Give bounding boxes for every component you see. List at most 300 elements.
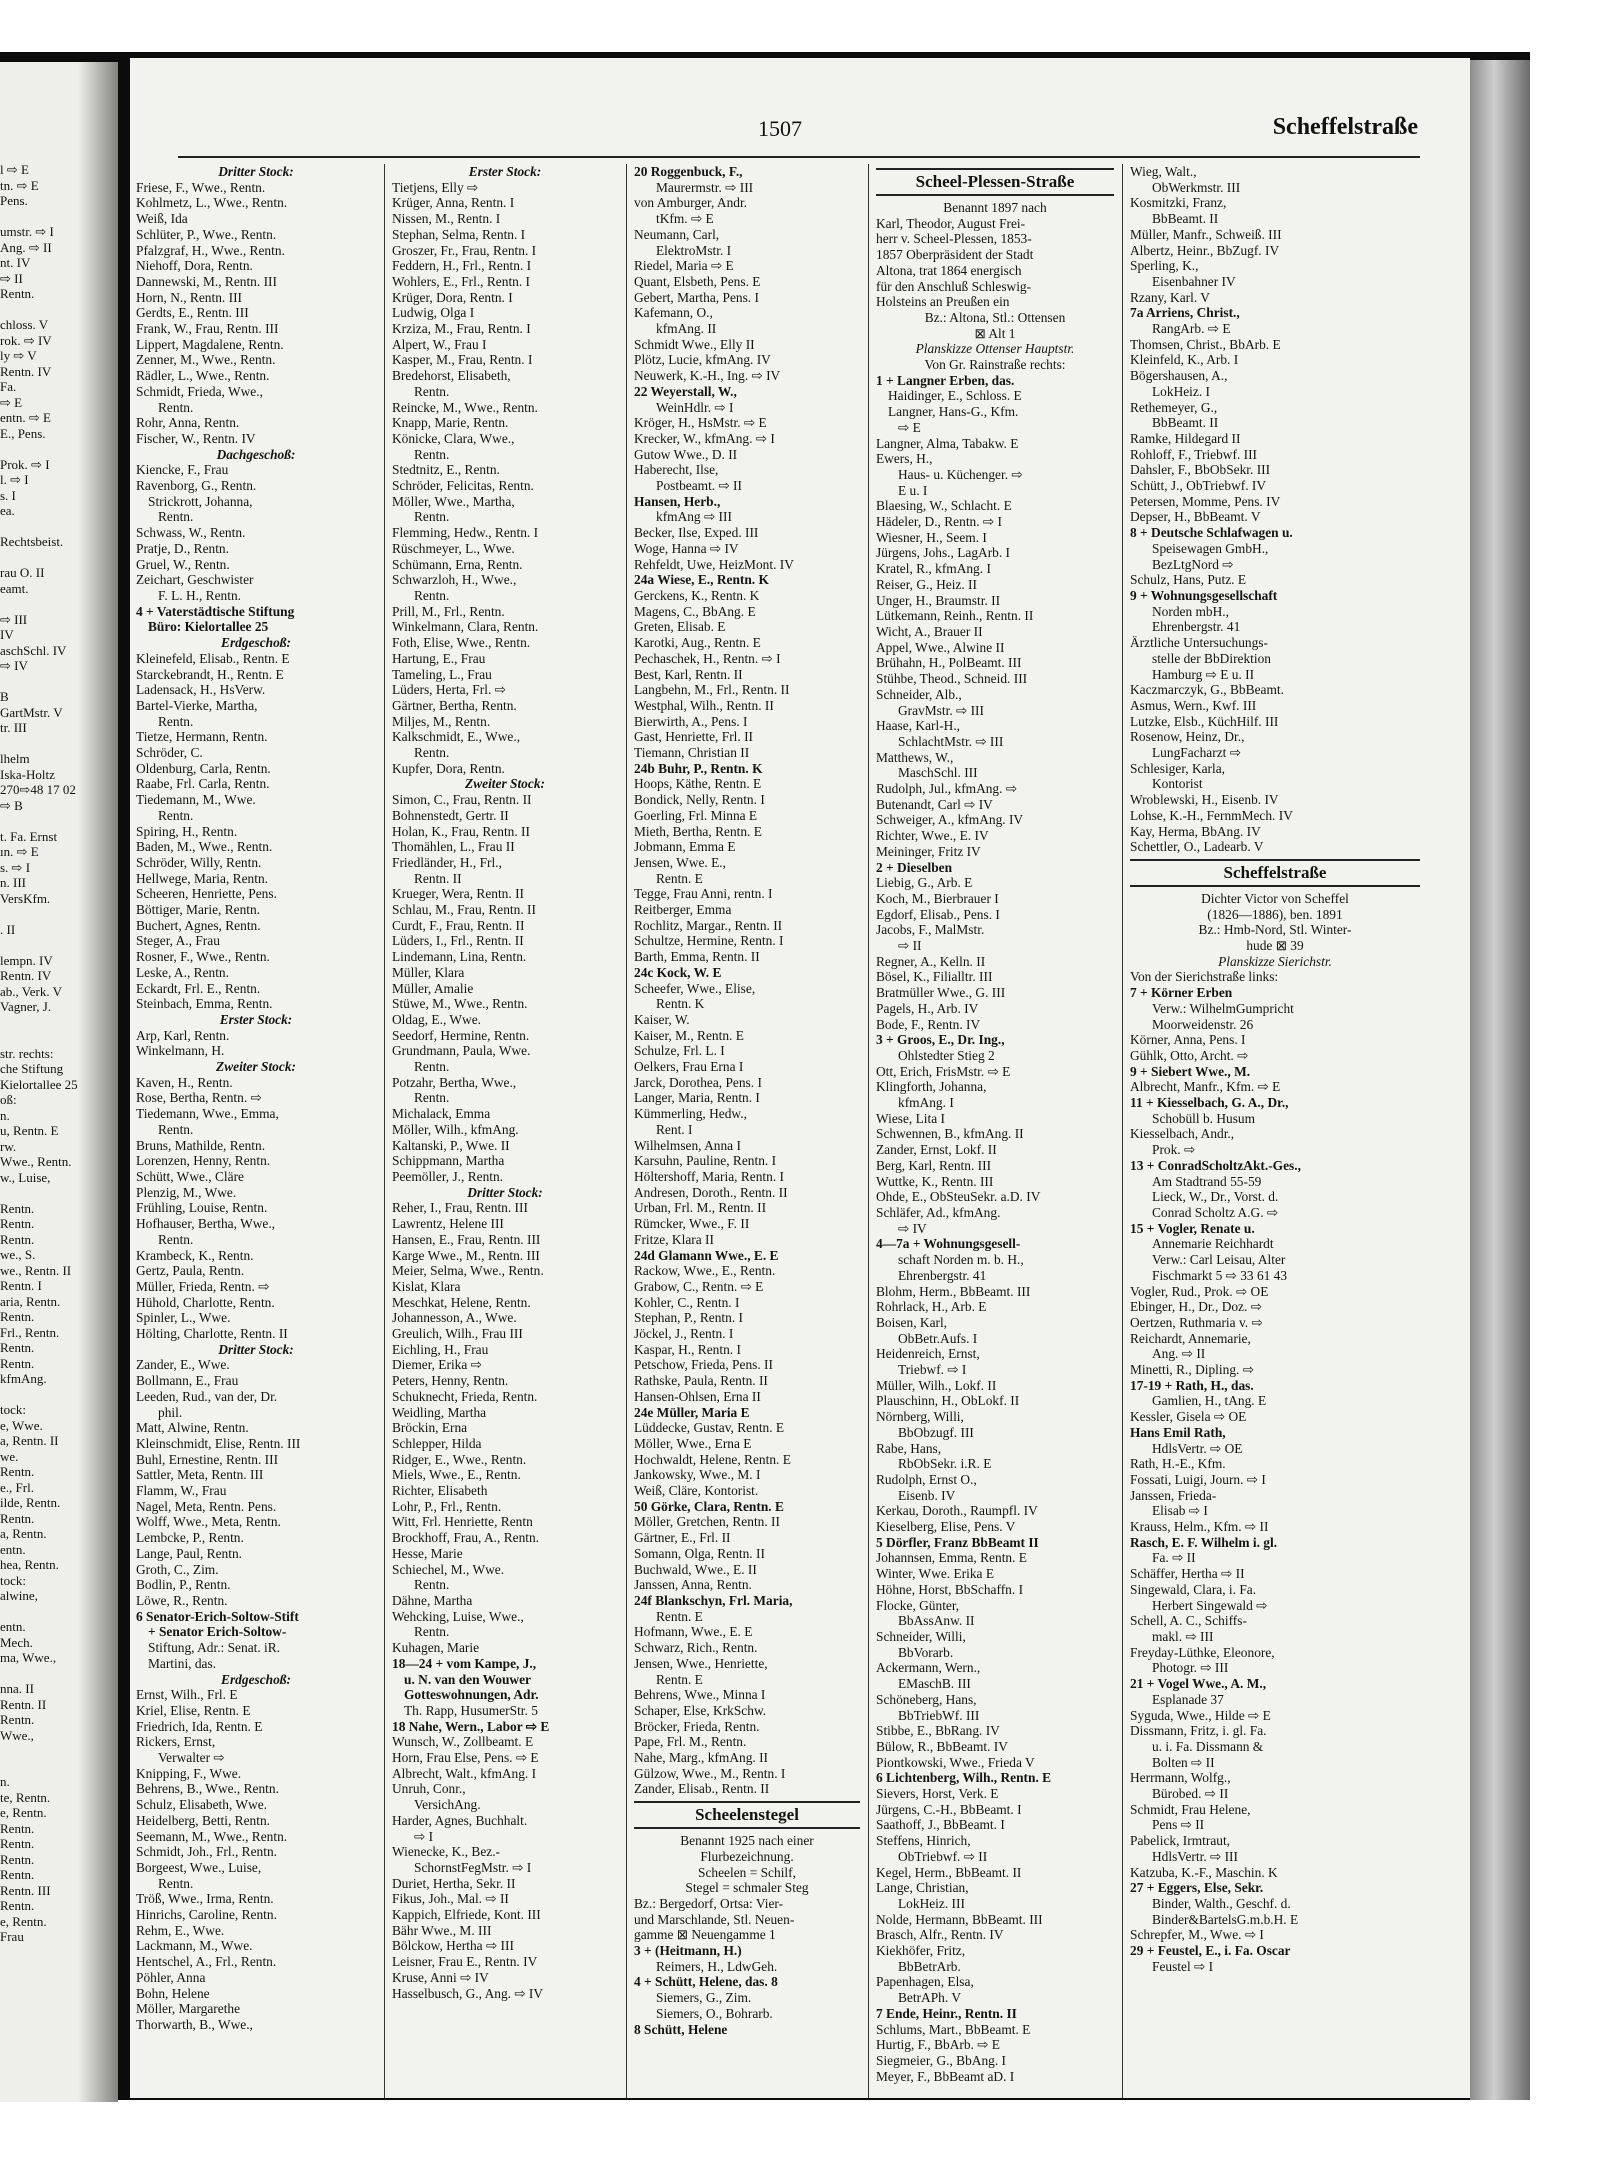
directory-entry: Lüders, I., Frl., Rentn. II: [392, 933, 524, 949]
directory-entry: Gerckens, K., Rentn. K: [634, 587, 760, 603]
directory-entry: Schobüll b. Husum: [1152, 1110, 1256, 1126]
directory-entry: Groszer, Fr., Frau, Rentn. I: [392, 242, 537, 258]
directory-entry: Rümcker, Wwe., F. II: [634, 1216, 750, 1232]
directory-entry: Holan, K., Frau, Rentn. II: [392, 823, 530, 839]
directory-entry: Binder&BartelsG.m.b.H. E: [1152, 1911, 1299, 1927]
directory-entry: Singewald, Clara, i. Fa.: [1130, 1581, 1257, 1597]
directory-entry: Dissmann, Fritz, i. gl. Fa.: [1130, 1723, 1267, 1739]
directory-entry: Koch, M., Bierbrauer I: [876, 890, 999, 906]
directory-entry: Buhl, Ernestine, Rentn. III: [136, 1451, 279, 1467]
directory-entry: Plenzig, M., Wwe.: [136, 1184, 237, 1200]
directory-entry: Gärtner, Bertha, Rentn.: [392, 697, 517, 713]
directory-entry: BbTriebWf. III: [898, 1707, 980, 1723]
directory-entry: Rose, Bertha, Rentn. ⇨: [136, 1090, 262, 1106]
directory-entry: Ladensack, H., HsVerw.: [136, 682, 266, 698]
page-edge-stack: [1470, 60, 1530, 2100]
directory-entry: Ackermann, Wern.,: [876, 1660, 981, 1676]
left-page-fragment: e, Rentn.: [0, 1913, 47, 1929]
directory-entry: Rasch, E. F. Wilhelm i. gl.: [1130, 1534, 1278, 1550]
directory-entry: Wuttke, K., Rentn. III: [876, 1173, 994, 1189]
left-page-fragment: ın. ⇨ E: [0, 844, 39, 859]
left-page-fragment: tock:: [0, 1572, 26, 1588]
left-page-edge: [0, 62, 118, 2102]
left-page-fragment: hea, Rentn.: [0, 1557, 59, 1572]
left-page-fragment: [0, 1030, 90, 1046]
directory-entry: Ehrenbergstr. 41: [1152, 619, 1241, 635]
directory-entry: 3 + (Heitmann, H.): [634, 1943, 742, 1959]
directory-entry: Bürobed. ⇨ II: [1152, 1786, 1229, 1802]
directory-entry: Kay, Herma, BbAng. IV: [1130, 823, 1261, 839]
floor-heading: Zweiter Stock:: [465, 776, 545, 792]
directory-entry: Pratje, D., Rentn.: [136, 540, 229, 556]
floor-heading: Erdgeschoß:: [221, 635, 291, 651]
directory-entry: ObWerkmstr. III: [1152, 179, 1241, 195]
directory-entry: Janssen, Anna, Rentn.: [634, 1577, 752, 1593]
left-page-fragment: Ang. ⇨ II: [0, 239, 52, 255]
directory-entry: Pfalzgraf, H., Wwe., Rentn.: [136, 242, 285, 258]
left-page-fragment: we.: [0, 1448, 19, 1464]
directory-entry: Albrecht, Walt., kfmAng. I: [392, 1765, 537, 1781]
directory-entry: Friedrich, Ida, Rentn. E: [136, 1718, 263, 1734]
directory-entry: 8 Schütt, Helene: [634, 2021, 728, 2037]
directory-entry: LokHeiz. I: [1152, 383, 1211, 399]
directory-entry: Rentn.: [414, 1059, 450, 1075]
directory-entry: Rohrlack, H., Arb. E: [876, 1299, 987, 1315]
directory-entry: SchlachtMstr. ⇨ III: [898, 733, 1004, 749]
directory-entry: Schütt, J., ObTriebwf. IV: [1130, 478, 1267, 494]
directory-entry: Schulz, Elisabeth, Wwe.: [136, 1797, 268, 1813]
column-divider: [1122, 164, 1123, 2098]
left-page-fragment: ilde, Rentn.: [0, 1495, 61, 1510]
directory-entry: Bz.: Hmb-Nord, Stl. Winter-: [1198, 922, 1352, 938]
left-page-fragment: tock:: [0, 1402, 26, 1417]
directory-entry: Lackmann, M., Wwe.: [136, 1938, 253, 1954]
directory-entry: Langner, Alma, Tabakw. E: [876, 435, 1019, 451]
directory-entry: Am Stadtrand 55-59: [1152, 1173, 1262, 1189]
floor-heading: Erdgeschoß:: [221, 1671, 291, 1687]
directory-entry: Langbehn, M., Frl., Rentn. II: [634, 682, 790, 698]
directory-entry: Herbert Singewald ⇨: [1152, 1597, 1268, 1613]
directory-entry: BbObzugf. III: [898, 1424, 974, 1440]
directory-entry: Rentn.: [414, 1577, 450, 1593]
directory-entry: Richter, Wwe., E. IV: [876, 828, 989, 844]
directory-entry: Jobmann, Emma E: [634, 839, 736, 855]
left-page-fragment: ⇨ IV: [0, 658, 28, 673]
left-page-fragment: entn.: [0, 1619, 26, 1634]
directory-entry: Krambeck, K., Rentn.: [136, 1247, 254, 1263]
directory-entry: Gühlk, Otto, Archt. ⇨: [1130, 1047, 1249, 1063]
directory-entry: Westphal, Wilh., Rentn. II: [634, 697, 774, 713]
directory-entry: Weiß, Ida: [136, 211, 188, 227]
directory-entry: Steffens, Hinrich,: [876, 1833, 971, 1849]
directory-entry: Schmidt, Frieda, Wwe.,: [136, 383, 263, 399]
directory-entry: Rentn.: [158, 509, 194, 525]
left-page-fragment: t. Fa. Ernst: [0, 828, 58, 844]
directory-entry: 11 + Kiesselbach, G. A., Dr.,: [1130, 1095, 1289, 1111]
directory-entry: Saathoff, J., BbBeamt. I: [876, 1817, 1005, 1833]
directory-entry: Freyday-Lüthke, Eleonore,: [1130, 1644, 1275, 1660]
directory-entry: Appel, Wwe., Alwine II: [876, 639, 1005, 655]
directory-entry: Feddern, H., Frl., Rentn. I: [392, 258, 532, 274]
directory-entry: Minetti, R., Dipling. ⇨: [1130, 1362, 1254, 1378]
directory-entry: BbAssAnw. II: [898, 1613, 975, 1629]
directory-entry: kfmAng. II: [656, 321, 717, 337]
left-page-fragment: Rentn.: [0, 1216, 35, 1231]
directory-entry: SchornstFegMstr. ⇨ I: [414, 1859, 532, 1875]
column-2: [392, 164, 618, 2001]
directory-entry: Bredehorst, Elisabeth,: [392, 368, 511, 384]
left-page-fragment: we., Rentn. II: [0, 1262, 72, 1278]
directory-entry: 29 + Feustel, E., i. Fa. Oscar: [1130, 1943, 1291, 1959]
directory-entry: Rentn. K: [656, 996, 705, 1012]
directory-entry: Depser, H., BbBeamt. V: [1130, 509, 1261, 525]
directory-entry: Rudolph, Ernst O.,: [876, 1471, 977, 1487]
directory-entry: Möller, Wwe., Martha,: [392, 493, 515, 509]
left-page-fragment: [0, 736, 90, 752]
directory-entry: Hoops, Käthe, Rentn. E: [634, 776, 762, 792]
directory-entry: Lindemann, Lina, Rentn.: [392, 949, 527, 965]
directory-entry: Gotteswohnungen, Adr.: [404, 1687, 539, 1703]
directory-entry: + Senator Erich-Soltow-: [148, 1624, 287, 1640]
directory-entry: Plötz, Lucie, kfmAng. IV: [634, 352, 771, 368]
directory-entry: Heidelberg, Betti, Rentn.: [136, 1812, 271, 1828]
directory-entry: Baden, M., Wwe., Rentn.: [136, 839, 273, 855]
directory-entry: Wohlers, E., Frl., Rentn. I: [392, 273, 531, 289]
directory-entry: Schippmann, Martha: [392, 1153, 505, 1169]
directory-entry: Rentn. E: [656, 870, 703, 886]
directory-entry: u. i. Fa. Dissmann &: [1152, 1738, 1264, 1754]
directory-entry: Starckebrandt, H., Rentn. E: [136, 666, 284, 682]
directory-entry: Wieg, Walt.,: [1130, 164, 1197, 179]
directory-entry: RbObSekr. i.R. E: [898, 1456, 992, 1472]
directory-entry: Brockhoff, Frau, A., Rentn.: [392, 1530, 540, 1546]
directory-entry: Kappich, Elfriede, Kont. III: [392, 1907, 541, 1923]
directory-entry: Scheefer, Wwe., Elise,: [634, 980, 756, 996]
left-page-fragment: Vagner, J.: [0, 999, 52, 1014]
column-3: [634, 164, 860, 2037]
directory-entry: Gutow Wwe., D. II: [634, 446, 738, 462]
floor-heading: Dritter Stock:: [218, 164, 294, 179]
directory-entry: Pabelick, Irmtraut,: [1130, 1833, 1231, 1849]
directory-entry: Ang. ⇨ II: [1152, 1346, 1206, 1362]
directory-entry: Kasper, M., Frau, Rentn. I: [392, 352, 533, 368]
directory-entry: 27 + Eggers, Else, Sekr.: [1130, 1880, 1264, 1896]
floor-heading: Dritter Stock:: [467, 1184, 543, 1200]
left-page-fragment: a, Rentn.: [0, 1526, 47, 1541]
directory-entry: Nolde, Hermann, BbBeamt. III: [876, 1911, 1043, 1927]
directory-entry: Rehm, E., Wwe.: [136, 1922, 225, 1938]
directory-entry: Ohde, E., ObSteuSekr. a.D. IV: [876, 1189, 1041, 1205]
directory-entry: Ernst, Wilh., Frl. E: [136, 1687, 238, 1703]
directory-entry: Neuwerk, K.-H., Ing. ⇨ IV: [634, 368, 781, 384]
directory-entry: Curdt, F., Frau, Rentn. II: [392, 917, 525, 933]
directory-entry: BezLtgNord ⇨: [1152, 556, 1234, 572]
directory-entry: Schmidt, Joh., Frl., Rentn.: [136, 1844, 277, 1860]
directory-entry: Bohnenstedt, Gertr. II: [392, 807, 509, 823]
directory-entry: Karl, Theodor, August Frei-: [876, 215, 1026, 231]
directory-entry: 17-19 + Rath, H., das.: [1130, 1377, 1254, 1393]
left-page-fragment: Kielortallee 25: [0, 1076, 78, 1092]
left-page-fragment: l ⇨ E: [0, 162, 29, 177]
directory-entry: Jürgens, Johs., LagArb. I: [876, 545, 1011, 561]
directory-entry: Schneider, Willi,: [876, 1628, 966, 1644]
left-page-fragment: ⇨ B: [0, 797, 23, 813]
directory-entry: Fikus, Joh., Mal. ⇨ II: [392, 1891, 509, 1907]
directory-entry: Schäffer, Hertha ⇨ II: [1130, 1566, 1245, 1582]
directory-entry: 5 Dörfler, Franz BbBeamt II: [876, 1534, 1039, 1550]
directory-entry: ObBetr.Aufs. I: [898, 1330, 978, 1346]
left-page-fragment: a, Rentn. II: [0, 1433, 59, 1448]
directory-entry: Knipping, F., Wwe.: [136, 1765, 242, 1781]
directory-entry: Kaczmarczyk, G., BbBeamt.: [1130, 682, 1284, 698]
left-page-fragment: ⇨ III: [0, 611, 28, 627]
directory-entry: Prill, M., Frl., Rentn.: [392, 603, 505, 619]
directory-entry: Weiß, Cläre, Kontorist.: [634, 1483, 759, 1499]
column-divider: [384, 164, 385, 2098]
left-page-fragment: nna. II: [0, 1681, 34, 1696]
directory-entry: Tiemann, Christian II: [634, 745, 750, 761]
directory-entry: Riedel, Maria ⇨ E: [634, 258, 734, 274]
directory-entry: Berg, Karl, Rentn. III: [876, 1157, 992, 1173]
directory-entry: Bierwirth, A., Pens. I: [634, 713, 748, 729]
directory-entry: Johannesson, A., Wwe.: [392, 1310, 517, 1326]
running-head: Scheffelstraße: [1272, 114, 1418, 140]
directory-entry: Jarck, Dorothea, Pens. I: [634, 1074, 762, 1090]
left-page-fragment: Rentn.: [0, 1867, 35, 1882]
directory-entry: und Marschlande, Stl. Neuen-: [634, 1911, 795, 1927]
left-page-fragment: 270⇨48 17 02: [0, 782, 76, 797]
directory-entry: Rethemeyer, G.,: [1130, 399, 1218, 415]
directory-entry: Sperling, K.,: [1130, 258, 1199, 274]
directory-entry: Dichter Victor von Scheffel: [1201, 890, 1349, 906]
directory-entry: BbBeamt. II: [1152, 211, 1219, 227]
directory-entry: Bondick, Nelly, Rentn. I: [634, 792, 765, 808]
directory-entry: Lippert, Magdalene, Rentn.: [136, 336, 284, 352]
directory-entry: Alpert, W., Frau I: [392, 336, 487, 352]
directory-entry: Hansen, E., Frau, Rentn. III: [392, 1231, 541, 1247]
directory-entry: 7 Ende, Heinr., Rentn. II: [876, 2005, 1017, 2021]
column-divider: [626, 164, 627, 2098]
directory-entry: Kegel, Herm., BbBeamt. II: [876, 1864, 1022, 1880]
directory-entry: Schiechel, M., Wwe.: [392, 1561, 505, 1577]
directory-entry: Tröß, Wwe., Irma, Rentn.: [136, 1891, 274, 1907]
directory-entry: Kosmitzki, Franz,: [1130, 195, 1227, 211]
left-page-fragment: [0, 441, 90, 457]
directory-entry: Karge Wwe., M., Rentn. III: [392, 1247, 540, 1263]
directory-entry: Schweiger, A., kfmAng. IV: [876, 812, 1024, 828]
directory-entry: Gebert, Martha, Pens. I: [634, 289, 759, 305]
directory-entry: Flamm, W., Frau: [136, 1483, 227, 1499]
directory-entry: Triebwf. ⇨ I: [898, 1362, 967, 1378]
directory-entry: Schröder, C.: [136, 745, 203, 761]
directory-entry: Weidling, Martha: [392, 1404, 487, 1420]
directory-entry: Rentn.: [158, 807, 194, 823]
directory-entry: Bohn, Helene: [136, 1985, 210, 2001]
directory-entry: Binder, Walth., Geschf. d.: [1152, 1895, 1291, 1911]
column-1: [136, 164, 376, 2033]
directory-entry: Verw.: WilhelmGumpricht: [1152, 1000, 1294, 1016]
directory-entry: Ramke, Hildegard II: [1130, 430, 1241, 446]
directory-entry: Th. Rapp, HusumerStr. 5: [404, 1702, 538, 1718]
floor-heading: Erster Stock:: [219, 1011, 293, 1027]
directory-entry: Pens ⇨ II: [1152, 1817, 1205, 1833]
directory-entry: Ludwig, Olga I: [392, 305, 475, 321]
directory-entry: herr v. Scheel-Plessen, 1853-: [876, 231, 1032, 247]
directory-entry: Löwe, R., Rentn.: [136, 1592, 228, 1608]
directory-entry: Nörnberg, Willi,: [876, 1409, 964, 1425]
directory-entry: Klingforth, Johanna,: [876, 1079, 987, 1095]
directory-entry: Schaper, Else, KrkSchw.: [634, 1702, 767, 1718]
directory-entry: Schlums, Mart., BbBeamt. E: [876, 2021, 1031, 2037]
directory-entry: 13 + ConradScholtzAkt.-Ges.,: [1130, 1157, 1301, 1173]
directory-entry: Stüwe, M., Wwe., Rentn.: [392, 996, 528, 1012]
directory-entry: Urban, Frl. M., Rentn. II: [634, 1200, 767, 1216]
street-heading: Scheffelstraße: [1130, 859, 1420, 887]
directory-entry: Reher, I., Frau, Rentn. III: [392, 1200, 528, 1216]
directory-entry: Kontorist: [1152, 776, 1203, 792]
left-page-fragment: [0, 596, 90, 612]
directory-entry: Krecker, W., kfmAng. ⇨ I: [634, 430, 775, 446]
directory-entry: Barth, Emma, Rentn. II: [634, 949, 760, 965]
directory-entry: BbVorarb.: [898, 1644, 954, 1660]
directory-entry: Neumann, Carl,: [634, 226, 720, 242]
left-page-fragment: eamt.: [0, 580, 29, 596]
directory-entry: Zander, E., Wwe.: [136, 1357, 230, 1373]
directory-entry: Stibbe, E., BbRang. IV: [876, 1723, 1000, 1739]
directory-entry: Schröder, Felicitas, Rentn.: [392, 478, 534, 494]
directory-entry: Papenhagen, Elsa,: [876, 1974, 974, 1990]
directory-entry: Lüddecke, Gustav, Rentn. E: [634, 1420, 785, 1436]
directory-entry: Kaiser, W.: [634, 1011, 690, 1027]
directory-entry: Hofhauser, Bertha, Wwe.,: [136, 1216, 276, 1232]
directory-entry: 4 + Vaterstädtische Stiftung: [136, 603, 295, 619]
left-page-fragment: rw.: [0, 1138, 17, 1154]
left-page-fragment: [0, 302, 90, 318]
directory-entry: Siemers, G., Zim.: [656, 1990, 752, 2006]
directory-entry: Zander, Ernst, Lokf. II: [876, 1142, 997, 1158]
directory-entry: Oelkers, Frau Erna I: [634, 1059, 744, 1075]
street-heading: Scheel-Plessen-Straße: [876, 168, 1114, 196]
left-page-fragment: chloss. V: [0, 317, 49, 332]
directory-entry: Wehcking, Luise, Wwe.,: [392, 1608, 524, 1624]
directory-entry: Blaesing, W., Schlacht. E: [876, 498, 1012, 514]
directory-entry: Oldag, E., Wwe.: [392, 1011, 482, 1027]
directory-entry: Tegge, Frau Anni, rentn. I: [634, 886, 773, 902]
directory-entry: Reichardt, Annemarie,: [1130, 1330, 1251, 1346]
directory-entry: Lawrentz, Helene III: [392, 1216, 504, 1232]
directory-entry: Lorenzen, Henny, Rentn.: [136, 1153, 271, 1169]
column-4: [876, 164, 1114, 2084]
left-page-fragment: Rechtsbeist.: [0, 534, 64, 549]
left-page-fragment: Frl., Rentn.: [0, 1324, 60, 1340]
directory-entry: Jensen, Wwe., Henriette,: [634, 1655, 768, 1671]
directory-entry: BbBetrArb.: [898, 1958, 961, 1974]
directory-entry: Kohler, C., Rentn. I: [634, 1294, 740, 1310]
left-page-fragment: Rentn. III: [0, 1882, 51, 1898]
directory-entry: Flemming, Hedw., Rentn. I: [392, 525, 539, 541]
directory-entry: Hädeler, D., Rentn. ⇨ I: [876, 514, 1002, 530]
directory-entry: Dahsler, F., BbObSekr. III: [1130, 462, 1271, 478]
left-page-fragment: Rentn. I: [0, 1278, 42, 1293]
left-page-fragment: Rentn.: [0, 1340, 35, 1355]
directory-entry: Eisenb. IV: [898, 1487, 956, 1503]
directory-entry: stelle der BbDirektion: [1152, 650, 1271, 666]
directory-entry: Bröckin, Erna: [392, 1420, 468, 1436]
directory-entry: Möller, Wilh., kfmAng.: [392, 1121, 519, 1137]
directory-entry: Schrepfer, M., Wwe. ⇨ I: [1130, 1927, 1264, 1943]
directory-entry: Somann, Olga, Rentn. II: [634, 1545, 765, 1561]
directory-entry: Johannsen, Emma, Rentn. E: [876, 1550, 1027, 1566]
left-page-fragment: Rentn.: [0, 1355, 35, 1371]
directory-entry: tKfm. ⇨ E: [656, 211, 714, 227]
directory-entry: Krüger, Anna, Rentn. I: [392, 195, 515, 211]
directory-entry: Höltershoff, Maria, Rentn. I: [634, 1169, 784, 1184]
directory-entry: Rosenow, Heinz, Dr.,: [1130, 729, 1245, 745]
directory-entry: Meininger, Fritz IV: [876, 843, 981, 859]
directory-entry: Bz.: Altona, Stl.: Ottensen: [924, 309, 1066, 325]
directory-entry: MaschSchl. III: [898, 765, 978, 781]
directory-entry: für den Anschluß Schleswig-: [876, 278, 1032, 294]
directory-entry: Ravenborg, G., Rentn.: [136, 478, 257, 494]
directory-entry: Lohr, P., Frl., Rentn.: [392, 1498, 502, 1514]
directory-entry: Kaven, H., Rentn.: [136, 1074, 233, 1090]
directory-entry: Ärztliche Untersuchungs-: [1130, 635, 1268, 651]
left-page-fragment: Iska-Holtz: [0, 766, 55, 782]
directory-entry: Scheelen = Schilf,: [698, 1864, 796, 1880]
directory-entry: Rathske, Paula, Rentn. II: [634, 1373, 768, 1389]
directory-entry: Best, Karl, Rentn. II: [634, 666, 743, 682]
directory-entry: Peters, Henny, Rentn.: [392, 1373, 509, 1389]
directory-entry: Bröcker, Frieda, Rentn.: [634, 1718, 760, 1734]
directory-entry: Rentn.: [414, 446, 450, 462]
left-page-fragment: te, Rentn.: [0, 1789, 51, 1805]
left-page-fragment: [0, 1666, 90, 1682]
left-page-fragment: B: [0, 689, 9, 704]
directory-entry: Stephan, Selma, Rentn. I: [392, 226, 526, 242]
directory-entry: Albrecht, Manfr., Kfm. ⇨ E: [1130, 1079, 1281, 1095]
directory-entry: Kalkschmidt, E., Wwe.,: [392, 729, 521, 745]
directory-entry: Kleinschmidt, Elise, Rentn. III: [136, 1435, 301, 1451]
directory-entry: Zander, Elisab., Rentn. II: [634, 1781, 770, 1797]
floor-heading: Dachgeschoß:: [216, 446, 296, 462]
left-page-fragment: Rentn.: [0, 1510, 35, 1526]
directory-entry: Speisewagen GmbH.,: [1152, 540, 1269, 556]
directory-entry: kfmAng ⇨ III: [656, 509, 732, 525]
left-page-fragment: Mech.: [0, 1634, 33, 1650]
directory-entry: Kaiser, M., Rentn. E: [634, 1027, 744, 1043]
directory-entry: Hesse, Marie: [392, 1545, 463, 1561]
directory-entry: Sattler, Meta, Rentn. III: [136, 1467, 264, 1483]
directory-entry: Schläfer, Ad., kfmAng.: [876, 1205, 1001, 1220]
directory-entry: Magens, C., BbAng. E: [634, 603, 756, 619]
directory-entry: Kafemann, O.,: [634, 305, 713, 321]
directory-entry: 21 + Vogel Wwe., A. M.,: [1130, 1676, 1267, 1692]
left-page-fragment: s. I: [0, 487, 16, 503]
directory-entry: Krziza, M., Frau, Rentn. I: [392, 321, 531, 337]
directory-entry: Kiencke, F., Frau: [136, 462, 229, 478]
directory-entry: Thomählen, L., Frau II: [392, 839, 515, 855]
directory-entry: Hofmann, Wwe., E. E: [634, 1624, 753, 1640]
directory-entry: Wicht, A., Brauer II: [876, 623, 983, 639]
left-page-fragment: ⇨ II: [0, 270, 23, 286]
directory-entry: Potzahr, Bertha, Wwe.,: [392, 1074, 517, 1090]
directory-entry: Bratmüller Wwe., G. III: [876, 985, 1006, 1001]
directory-entry: Goerling, Frl. Minna E: [634, 807, 758, 823]
directory-entry: 9 + Siebert Wwe., M.: [1130, 1063, 1251, 1079]
directory-entry: Liebig, G., Arb. E: [876, 875, 973, 891]
directory-entry: Kratel, R., kfmAng. I: [876, 561, 991, 577]
directory-entry: Oertzen, Ruthmaria v. ⇨: [1130, 1314, 1263, 1330]
